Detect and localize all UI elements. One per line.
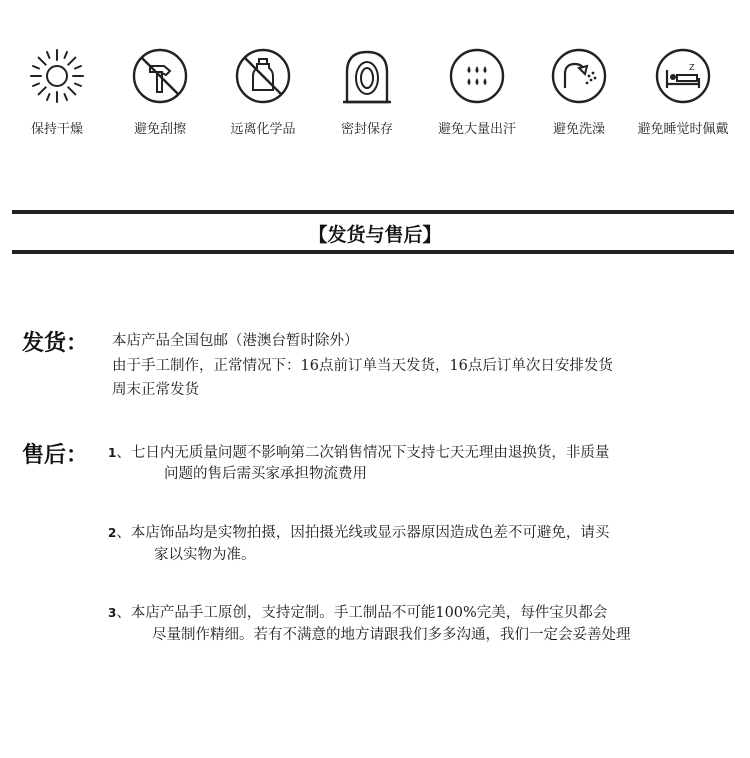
no-scratch-icon bbox=[130, 46, 190, 106]
care-item-keep-dry bbox=[2, 46, 112, 137]
svg-text:Z: Z bbox=[689, 63, 695, 72]
divider-bottom bbox=[12, 250, 734, 254]
shipping-line-3: 周末正常发货 bbox=[112, 382, 199, 398]
care-item-no-scratch bbox=[105, 46, 215, 137]
care-icons-row bbox=[0, 46, 750, 146]
care-item-no-shower bbox=[524, 46, 634, 137]
after-sales-item-text: 、七日内无质量问题不影响第二次销售情况下支持七天无理由退换货，非质量 bbox=[116, 445, 610, 461]
after-sales-item-number: 1 bbox=[108, 446, 117, 460]
care-label-sealed-storage: 密封保存 bbox=[340, 122, 393, 137]
after-sales-item-number: 2 bbox=[108, 526, 117, 540]
no-chemical-icon bbox=[233, 46, 293, 106]
no-sleep-icon bbox=[653, 46, 713, 106]
shipping-line-2: 由于手工制作，正常情况下：16点前订单当天发货，16点后订单次日安排发货 bbox=[112, 358, 613, 374]
shipping-heading: 发货： bbox=[22, 330, 89, 356]
care-label-no-shower: 避免洗澡 bbox=[552, 122, 605, 137]
after-sales-item-1-line-2: 问题的售后需买家承担物流费用 bbox=[164, 466, 367, 482]
care-label-no-sweat: 避免大量出汗 bbox=[437, 122, 516, 137]
after-sales-item-1-line-1 bbox=[108, 442, 609, 464]
care-label-no-sleep: 避免睡觉时佩戴 bbox=[637, 122, 729, 137]
care-item-no-sweat bbox=[422, 46, 532, 137]
care-label-no-chemical: 远离化学品 bbox=[230, 122, 296, 137]
care-label-keep-dry: 保持干燥 bbox=[30, 122, 83, 137]
after-sales-item-text: 、本店产品手工原创，支持定制。手工制品不可能100%完美，每件宝贝都会 bbox=[116, 605, 608, 621]
divider-top bbox=[12, 210, 734, 214]
shipping-line-1: 本店产品全国包邮（港澳台暂时除外） bbox=[112, 333, 359, 349]
after-sales-item-text: 、本店饰品均是实物拍摄，因拍摄光线或显示器原因造成色差不可避免，请买 bbox=[116, 525, 610, 541]
after-sales-item-3-line-1 bbox=[108, 602, 607, 624]
care-item-sealed-storage bbox=[312, 46, 422, 137]
after-sales-item-number: 3 bbox=[108, 606, 117, 620]
after-sales-item-3-line-2: 尽量制作精细。若有不满意的地方请跟我们多多沟通，我们一定会妥善处理 bbox=[152, 627, 631, 643]
care-item-no-chemical bbox=[208, 46, 318, 137]
care-item-no-sleep bbox=[628, 46, 738, 137]
section-title: 【发货与售后】 bbox=[308, 224, 442, 246]
after-sales-item-2-line-1 bbox=[108, 522, 609, 544]
care-label-no-scratch: 避免刮擦 bbox=[133, 122, 186, 137]
sun-icon bbox=[27, 46, 87, 106]
no-shower-icon bbox=[549, 46, 609, 106]
sealed-storage-icon bbox=[337, 46, 397, 106]
after-sales-item-2-line-2: 家以实物为准。 bbox=[154, 547, 256, 563]
after-sales-heading: 售后： bbox=[22, 442, 89, 468]
no-sweat-icon bbox=[447, 46, 507, 106]
